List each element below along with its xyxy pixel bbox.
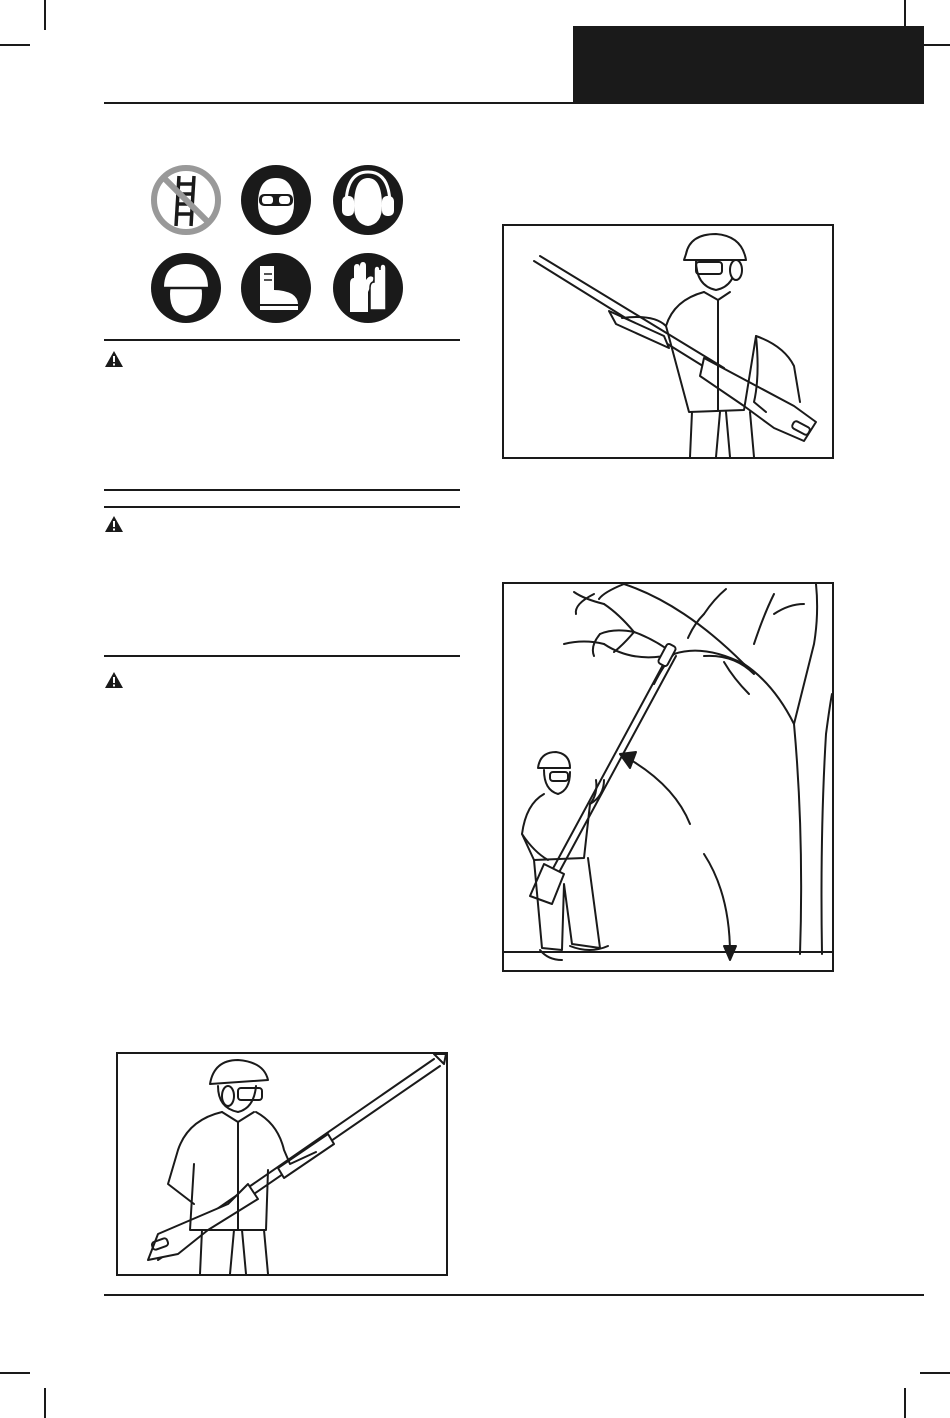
eye-protection-icon xyxy=(240,164,312,236)
section-rule xyxy=(104,655,460,657)
warning-triangle-icon xyxy=(104,515,124,533)
crop-mark xyxy=(920,44,950,46)
crop-mark xyxy=(920,1372,950,1374)
no-ladder-icon xyxy=(150,164,222,236)
header-tab xyxy=(573,26,924,104)
hard-hat-icon xyxy=(150,252,222,324)
header-rule xyxy=(104,102,574,104)
figure-operator-holding-pole-saw-right xyxy=(502,224,834,459)
footer-rule xyxy=(104,1294,924,1296)
crop-mark xyxy=(44,1388,46,1418)
crop-mark xyxy=(44,0,46,30)
section-rule xyxy=(104,339,460,341)
section-rule xyxy=(104,506,460,508)
gloves-icon xyxy=(332,252,404,324)
warning-triangle-icon xyxy=(104,350,124,368)
ear-protection-icon xyxy=(332,164,404,236)
safety-boot-icon xyxy=(240,252,312,324)
crop-mark xyxy=(0,1372,30,1374)
section-rule xyxy=(104,489,460,491)
crop-mark xyxy=(904,1388,906,1418)
crop-mark xyxy=(0,44,30,46)
figure-operator-cutting-branch-with-angle-arrows xyxy=(502,582,834,972)
figure-operator-holding-pole-saw-left xyxy=(116,1052,448,1276)
warning-triangle-icon xyxy=(104,671,124,689)
